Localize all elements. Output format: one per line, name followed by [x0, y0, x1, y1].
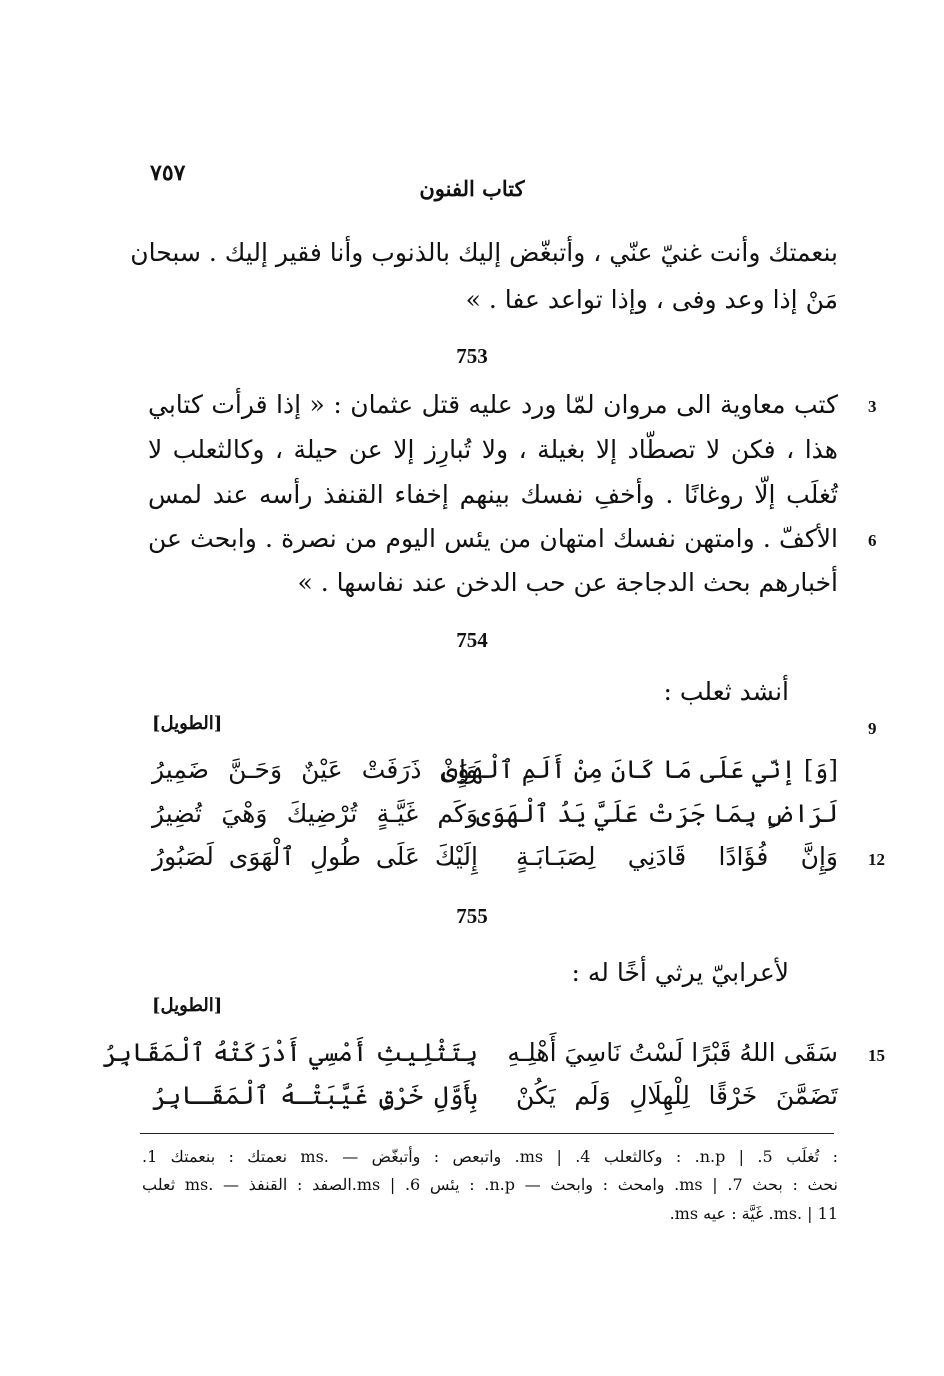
prose-line: هذا ، فكن لا تصطّاد إلا بغيلة ، ولا تُبارِز إلا عن حيلة ، وكالثعلب لا — [148, 435, 838, 464]
verse-second-hemistich: إِلَيْكَ عَلَى طُولِ ٱلْهَوَى لَصَبُورُ — [152, 842, 478, 871]
meter-label: [الطويل] — [152, 713, 223, 734]
line-number: 9 — [868, 719, 877, 738]
verse-second-hemistich: بِأَوَّلِ خَرْقٍ غَيَّبَتْـهُ ٱلْمَقَـابِرُ — [152, 1081, 478, 1110]
verse-first-hemistich: وَإِنَّ فُؤَادًا قَادَنِي لِصَبَـابَـةٍ — [516, 842, 838, 871]
section-number: 755 — [456, 904, 488, 928]
footnote-divider — [140, 1133, 834, 1134]
prose-line: تُغلَب إلّا روغانًا . وأخفِ نفسك بينهم إخفاء القنفذ رأسه عند لمس — [148, 480, 838, 509]
verse-first-hemistich: [وَ] إنّي عَلَى مَا كَانَ مِنْ أَلَمِ ٱلْهَوَى — [440, 755, 838, 784]
footnote-line: ms. | 11. غَيَّة : عيه ms. — [669, 1204, 838, 1223]
prose-line: كتب معاوية الى مروان لمّا ورد عليه قتل عثمان : « إذا قرأت كتابي — [148, 390, 838, 419]
verse-first-hemistich: لَرَاضٍ بِمَا جَرَتْ عَلَيَّ يَدُ ٱلْهَوَى — [476, 799, 838, 828]
verse-first-hemistich: تَضَمَّنَ خَرْقًا لِلْهِلَالِ وَلَم يَكُنْ — [516, 1081, 838, 1110]
continuation-line: بنعمتك وأنت غنيّ عنّي ، وأتبغّض إليك بالذنوب وأنا فقير إليك . سبحان — [130, 238, 838, 267]
footnote-line: : تُغلَب 5. | n.p. : وكالثعلب 4. | ms. واتبعص : وأتبغّض — .ms نعمتك : بنعمتك 1. — [142, 1147, 839, 1166]
line-number: 12 — [868, 850, 885, 869]
meter-label: [الطويل] — [152, 995, 223, 1016]
section-number: 754 — [456, 628, 488, 652]
poem-intro: لأعرابيّ يرثي أخًا له : — [571, 958, 789, 987]
continuation-line: مَنْ إذا وعد وفى ، وإذا تواعد عفا . » — [465, 285, 838, 314]
line-number: 6 — [868, 531, 877, 550]
footnote-line: نحث : بحث 7. | ms. وامحث : وابحث — n.p. : يئس 6. | ms.الصفد : القنفذ — .ms ثعلب — [142, 1175, 838, 1194]
running-title: كتاب الفنون — [419, 176, 525, 201]
poem-intro: أنشد ثعلب : — [663, 677, 789, 706]
prose-line: الأكفّ . وامتهن نفسك امتهان من يئس اليوم من نصرة . وابحث عن — [148, 524, 838, 553]
line-number: 15 — [868, 1046, 885, 1065]
verse-second-hemistich: وَكَم غَيَّـةٍ تُرْضِيكَ وَهْيَ تُضِيرُ — [152, 799, 478, 828]
section-number: 753 — [456, 344, 488, 368]
page-number: ٧٥٧ — [150, 160, 186, 186]
verse-first-hemistich: سَقَى اللهُ قَبْرًا لَسْتُ نَاسِيَ أَهْلِـهِ — [507, 1038, 838, 1067]
verse-second-hemistich: وَإِنْ ذَرَفَتْ عَيْنٌ وَحَـنَّ ضَمِيرُ — [152, 755, 478, 784]
verse-second-hemistich: بِتَثْلِيثِ أَمْسِي أَدْرَكَتْهُ ٱلْمَقَابِرُ — [102, 1038, 478, 1067]
line-number: 3 — [868, 397, 877, 416]
prose-line: أخبارهم بحث الدجاجة عن حب الدخن عند نفاسها . » — [297, 568, 838, 597]
